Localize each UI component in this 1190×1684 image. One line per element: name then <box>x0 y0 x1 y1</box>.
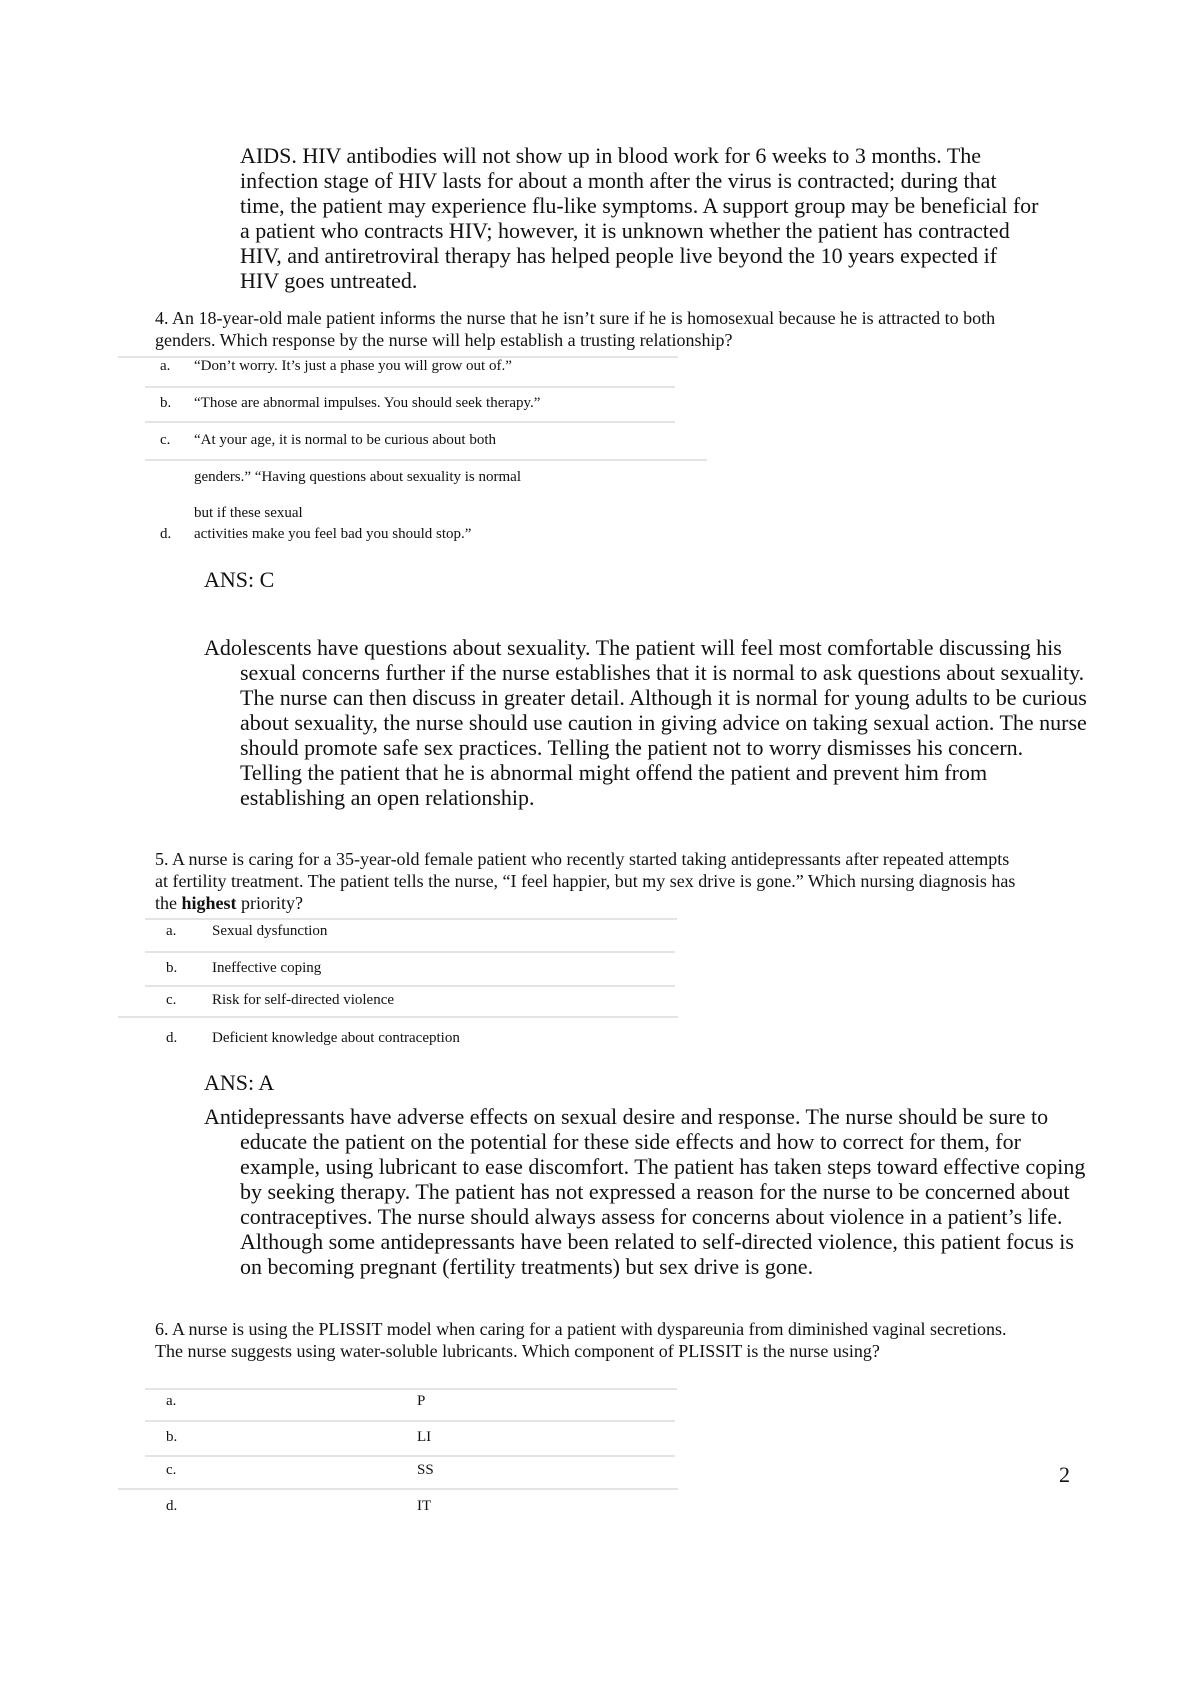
option-divider <box>145 421 675 423</box>
option-label: b. <box>160 395 172 411</box>
question-stem-text: priority? <box>236 893 303 913</box>
question-5-stem <box>155 848 1025 914</box>
option-label: a. <box>166 1393 177 1409</box>
option-label: b. <box>166 1429 178 1445</box>
option-text: but if these sexual <box>194 505 303 521</box>
option-divider <box>145 1455 675 1457</box>
option-text: “Don’t worry. It’s just a phase you will grow out of.” <box>194 358 512 374</box>
option-label: a. <box>166 923 177 939</box>
option-label: c. <box>160 432 171 448</box>
option-text: genders.” “Having questions about sexuality is normal <box>194 469 522 485</box>
option-divider <box>145 951 675 953</box>
option-divider <box>118 1016 678 1018</box>
option-divider <box>145 985 675 987</box>
option-text: Risk for self-directed violence <box>212 992 395 1008</box>
option-text: Deficient knowledge about contraception <box>212 1030 460 1046</box>
option-divider <box>118 1488 678 1490</box>
rationale-paragraph: Adolescents have questions about sexuality. The patient will feel most comfortable discussing his sexual concerns further if the nurse establishes that it is normal to ask questions about sexuality. The nurse can then discuss in greater detail. Although it is normal for young adults to be curious about sexuality, the nurse should use caution in giving advice on taking sexual action. The nurse should promote safe sex practices. Telling the patient not to worry dismisses his concern. Telling the patient that he is abnormal might offend the patient and prevent him from establishing an open relationship. <box>204 635 1087 810</box>
page-number: 2 <box>1059 1462 1070 1487</box>
option-label: d. <box>166 1498 178 1514</box>
option-text: Ineffective coping <box>212 960 322 976</box>
option-text: Sexual dysfunction <box>212 923 328 939</box>
option-text: P <box>417 1393 426 1409</box>
question-4-stem: 4. An 18-year-old male patient informs the nurse that he isn’t sure if he is homosexual because he is attracted to both genders. Which response by the nurse will help establish a trusting relationship? <box>155 308 996 350</box>
option-text: “Those are abnormal impulses. You should seek therapy.” <box>194 395 541 411</box>
question-stem-text: 5. A nurse is caring for a 35-year-old female patient who recently started taking antidepressants after repeated attempts at fertility treatment. The patient tells the nurse, “I feel happier, but my sex drive is gone.” Which nursing diagnosis has the <box>155 849 1016 913</box>
option-text: LI <box>417 1429 432 1445</box>
option-label: c. <box>166 1462 177 1478</box>
option-divider <box>145 1388 677 1390</box>
option-text: IT <box>417 1498 432 1514</box>
emphasis-text: highest <box>181 893 237 913</box>
answer-key: ANS: A <box>204 1070 275 1095</box>
option-text: “At your age, it is normal to be curious about both <box>194 432 497 448</box>
option-text: SS <box>417 1462 434 1478</box>
continuation-paragraph: AIDS. HIV antibodies will not show up in blood work for 6 weeks to 3 months. The infection stage of HIV lasts for about a month after the virus is contracted; during that time, the patient may experience flu-like symptoms. A support group may be beneficial for a patient who contracts HIV; however, it is unknown whether the patient has contracted HIV, and antiretroviral therapy has helped people live beyond the 10 years expected if HIV goes untreated. <box>240 143 1039 293</box>
option-divider <box>145 386 675 388</box>
option-label: a. <box>160 358 171 374</box>
option-divider <box>145 918 677 920</box>
question-6-stem: 6. A nurse is using the PLISSIT model when caring for a patient with dyspareunia from diminished vaginal secretions. The nurse suggests using water-soluble lubricants. Which component of PLISSIT is the nurse using? <box>155 1319 1007 1361</box>
option-text: activities make you feel bad you should stop.” <box>194 526 472 542</box>
answer-key: ANS: C <box>204 567 275 592</box>
option-label: c. <box>166 992 177 1008</box>
option-label: b. <box>166 960 178 976</box>
option-divider <box>145 459 707 461</box>
option-label: d. <box>166 1030 178 1046</box>
option-label: d. <box>160 526 172 542</box>
option-divider <box>145 1420 675 1422</box>
rationale-paragraph: Antidepressants have adverse effects on sexual desire and response. The nurse should be sure to educate the patient on the potential for these side effects and how to correct for them, for example, using lubricant to ease discomfort. The patient has taken steps toward effective coping by seeking therapy. The patient has not expressed a reason for the nurse to be concerned about contraceptives. The nurse should always assess for concerns about violence in a patient’s life. Although some antidepressants have been related to self-directed violence, this patient focus is on becoming pregnant (fertility treatments) but sex drive is gone. <box>204 1104 1086 1279</box>
